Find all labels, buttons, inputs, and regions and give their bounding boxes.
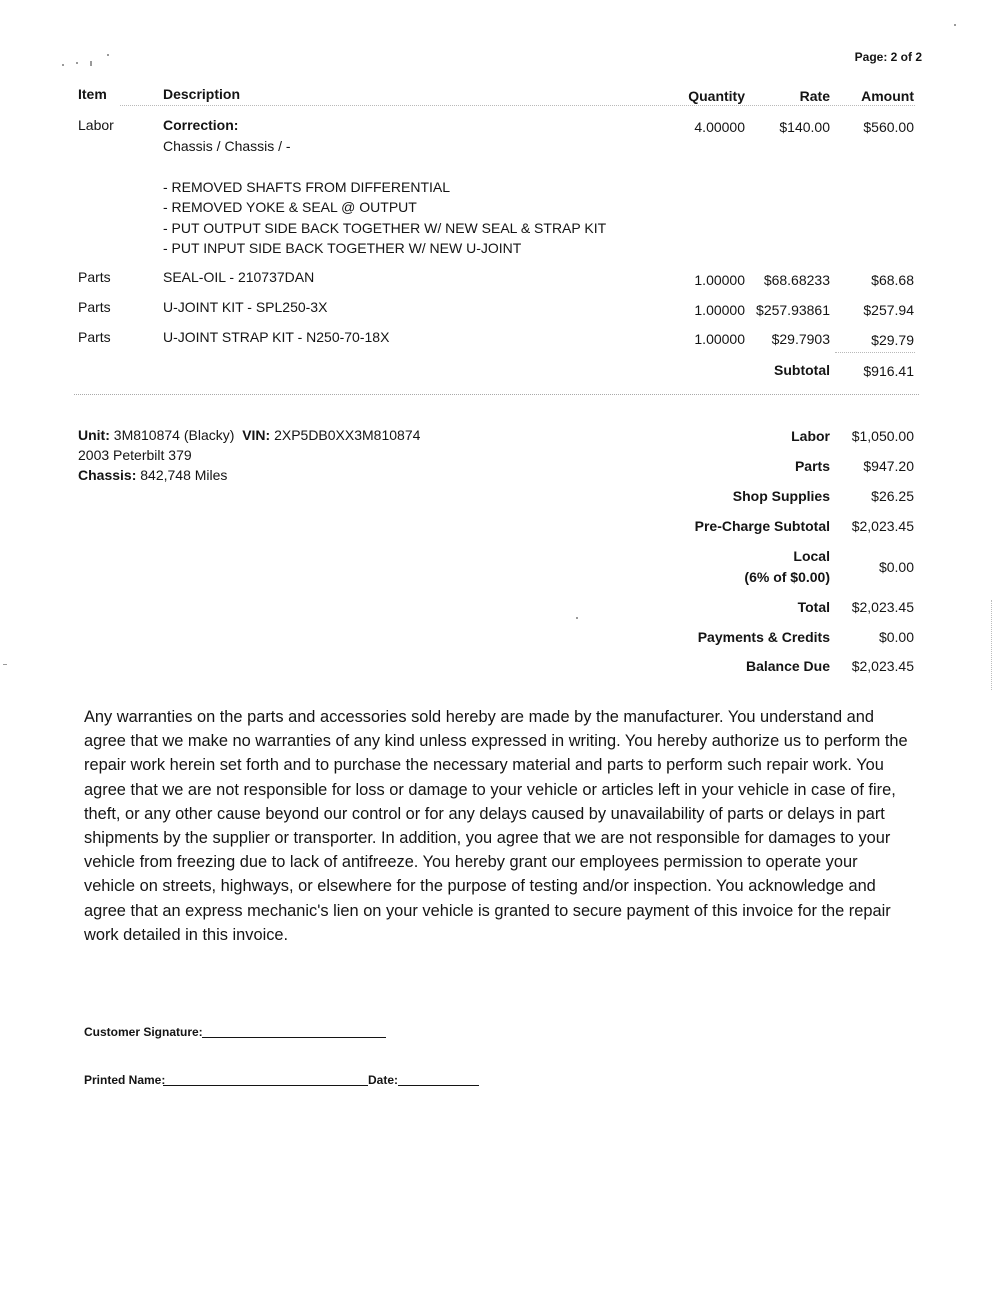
scan-edge-mark xyxy=(991,600,992,690)
row-description: U-JOINT KIT - SPL250-3X xyxy=(163,299,328,315)
total-label: Total xyxy=(797,599,830,615)
chassis-value: 842,748 Miles xyxy=(140,467,228,483)
row-amount: $257.94 xyxy=(863,302,914,318)
row-rate: $68.68233 xyxy=(763,272,830,288)
work-note: - PUT OUTPUT SIDE BACK TOGETHER W/ NEW SEAL & STRAP KIT xyxy=(163,220,607,236)
section-divider xyxy=(74,394,919,395)
row-description: U-JOINT STRAP KIT - N250-70-18X xyxy=(163,329,390,345)
labor-total-value: $1,050.00 xyxy=(851,428,914,444)
column-header-quantity: Quantity xyxy=(688,88,745,104)
pre-charge-subtotal-value: $2,023.45 xyxy=(851,518,914,534)
column-header-amount: Amount xyxy=(861,88,914,104)
scan-speck xyxy=(954,24,956,26)
row-quantity: 1.00000 xyxy=(694,302,745,318)
column-header-item: Item xyxy=(78,86,107,102)
chassis-line xyxy=(78,467,227,483)
row-amount: $560.00 xyxy=(863,119,914,135)
work-note: - REMOVED YOKE & SEAL @ OUTPUT xyxy=(163,199,417,215)
balance-due-value: $2,023.45 xyxy=(851,658,914,674)
scan-speck xyxy=(576,617,578,619)
balance-due-label: Balance Due xyxy=(745,658,830,674)
row-item: Labor xyxy=(78,117,114,133)
shop-supplies-value: $26.25 xyxy=(871,488,914,504)
customer-signature-label: Customer Signature: xyxy=(84,1025,203,1039)
scan-speck xyxy=(76,62,78,64)
subtotal-label: Subtotal xyxy=(774,362,830,378)
page-number: Page: 2 of 2 xyxy=(854,50,922,64)
customer-signature-line xyxy=(202,1037,386,1038)
amount-divider xyxy=(835,352,915,353)
correction-subtitle: Chassis / Chassis / - xyxy=(163,138,291,154)
parts-total-label: Parts xyxy=(794,458,830,474)
local-tax-label: Local xyxy=(793,548,830,564)
local-tax-value: $0.00 xyxy=(878,559,914,575)
date-label: Date: xyxy=(368,1073,399,1087)
unit-line xyxy=(78,427,420,443)
row-rate: $257.93861 xyxy=(756,302,830,318)
labor-total-label: Labor xyxy=(791,428,830,444)
row-rate: $140.00 xyxy=(779,119,830,135)
work-note: - REMOVED SHAFTS FROM DIFFERENTIAL xyxy=(163,179,451,195)
row-quantity: 1.00000 xyxy=(694,272,745,288)
work-note: - PUT INPUT SIDE BACK TOGETHER W/ NEW U-JOINT xyxy=(163,240,522,256)
unit-value: 3M810874 (Blacky) xyxy=(113,427,235,443)
scan-speck xyxy=(90,61,92,66)
date-line xyxy=(398,1085,479,1086)
shop-supplies-label: Shop Supplies xyxy=(732,488,830,504)
row-item: Parts xyxy=(78,299,111,315)
parts-total-value: $947.20 xyxy=(863,458,914,474)
scan-speck xyxy=(107,54,109,56)
row-quantity: 4.00000 xyxy=(694,119,745,135)
scan-speck xyxy=(3,664,7,665)
printed-name-label: Printed Name: xyxy=(84,1073,166,1087)
correction-title: Correction: xyxy=(163,117,239,133)
column-header-description: Description xyxy=(163,86,241,102)
total-value: $2,023.45 xyxy=(851,599,914,615)
subtotal-value: $916.41 xyxy=(863,363,914,379)
vehicle-description: 2003 Peterbilt 379 xyxy=(78,447,192,463)
scan-speck xyxy=(62,64,64,66)
vin-label: VIN: xyxy=(242,427,271,443)
header-divider xyxy=(120,105,915,106)
pre-charge-subtotal-label: Pre-Charge Subtotal xyxy=(694,518,830,534)
column-header-rate: Rate xyxy=(799,88,830,104)
local-tax-sublabel: (6% of $0.00) xyxy=(744,569,830,585)
row-description: SEAL-OIL - 210737DAN xyxy=(163,269,315,285)
printed-name-line xyxy=(163,1085,368,1086)
row-rate: $29.7903 xyxy=(771,331,830,347)
row-item: Parts xyxy=(78,269,111,285)
row-quantity: 1.00000 xyxy=(694,331,745,347)
unit-label: Unit: xyxy=(78,427,110,443)
vin-value: 2XP5DB0XX3M810874 xyxy=(274,427,421,443)
chassis-label: Chassis: xyxy=(78,467,137,483)
warranty-terms: Any warranties on the parts and accessories sold hereby are made by the manufacturer. You understand and agree that we make no warranties of any kind unless expressed in writing. You hereby authorize us to perform the repair work herein set forth and to purchase the necessary material and parts to perform such repair work. You agree that we are not responsible for loss or damage to your vehicle or articles left in your vehicle in case of fire, theft, or any other cause beyond our control or for any delays caused by unavailability of parts or delays in part shipments by the supplier or transporter. In addition, you agree that we are not responsible for damages to your vehicle from freezing due to lack of antifreeze. You hereby grant our employees permission to operate your vehicle on streets, highways, or elsewhere for the purpose of testing and/or inspection. You acknowledge and agree that an express mechanic's lien on your vehicle is granted to secure payment of this invoice for the repair work detailed in this invoice. xyxy=(84,708,908,944)
row-item: Parts xyxy=(78,329,111,345)
row-amount: $68.68 xyxy=(871,272,914,288)
row-amount: $29.79 xyxy=(871,332,914,348)
payments-credits-value: $0.00 xyxy=(878,629,914,645)
payments-credits-label: Payments & Credits xyxy=(697,629,830,645)
